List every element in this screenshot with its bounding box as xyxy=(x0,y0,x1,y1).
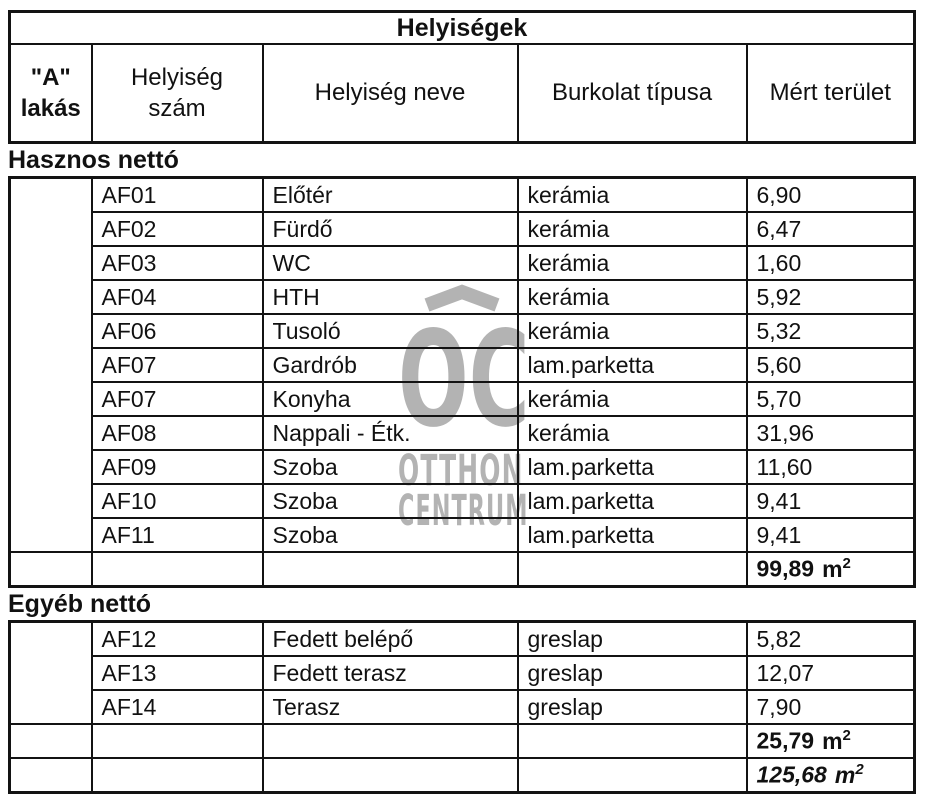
cell-area: 6,90 xyxy=(747,178,915,213)
cell-floor-type: lam.parketta xyxy=(518,348,747,382)
cell-floor-type: lam.parketta xyxy=(518,484,747,518)
total-value: 125,68 xyxy=(756,761,827,788)
table-row xyxy=(10,518,915,552)
cell-area: 12,07 xyxy=(747,656,915,690)
cell-room-number: AF11 xyxy=(92,518,263,552)
empty-cell xyxy=(10,552,92,587)
table-title: Helyiségek xyxy=(10,12,915,45)
table-row xyxy=(10,246,915,280)
total-superscript: 2 xyxy=(842,727,851,745)
cell-area: 5,82 xyxy=(747,622,915,657)
cell-room-number: AF08 xyxy=(92,416,263,450)
cell-floor-type: kerámia xyxy=(518,246,747,280)
total-value: 25,79 xyxy=(756,727,815,754)
cell-room-number: AF14 xyxy=(92,690,263,724)
watermark-monogram: OC xyxy=(398,304,530,458)
apartment-label-line2: lakás xyxy=(20,95,81,122)
cell-room-number: AF07 xyxy=(92,348,263,382)
section-label-hasznos-netto: Hasznos nettó xyxy=(8,146,179,174)
cell-room-name: Gardrób xyxy=(263,348,518,382)
cell-area: 1,60 xyxy=(747,246,915,280)
table-row xyxy=(10,450,915,484)
total-row xyxy=(10,552,915,587)
total-unit: m xyxy=(822,727,843,754)
column-header-apartment xyxy=(10,44,92,143)
cell-room-name: WC xyxy=(263,246,518,280)
table-row xyxy=(10,280,915,314)
apartment-column-spacer xyxy=(10,178,92,553)
cell-floor-type: greslap xyxy=(518,690,747,724)
cell-area: 31,96 xyxy=(747,416,915,450)
column-header-row xyxy=(10,44,915,143)
hasznos-netto-table xyxy=(8,176,916,588)
apartment-column-spacer xyxy=(10,622,92,725)
table-row xyxy=(10,212,915,246)
empty-cell xyxy=(92,552,263,587)
empty-cell xyxy=(10,724,92,758)
cell-area: 5,70 xyxy=(747,382,915,416)
table-row xyxy=(10,656,915,690)
cell-room-number: AF07 xyxy=(92,382,263,416)
cell-room-name: Tusoló xyxy=(263,314,518,348)
title-row xyxy=(10,12,915,45)
column-header-room-number xyxy=(92,44,263,143)
empty-cell xyxy=(92,758,263,793)
room-number-label-line1: Helyiség xyxy=(130,64,224,91)
cell-area: 5,32 xyxy=(747,314,915,348)
column-header-floor-type: Burkolat típusa xyxy=(518,44,747,143)
total-value: 99,89 xyxy=(756,555,815,582)
cell-room-number: AF09 xyxy=(92,450,263,484)
cell-area: 5,60 xyxy=(747,348,915,382)
grand-total-area xyxy=(747,758,915,793)
section-total-area xyxy=(747,552,915,587)
cell-room-number: AF06 xyxy=(92,314,263,348)
total-unit: m xyxy=(834,761,856,788)
table-row xyxy=(10,178,915,213)
cell-room-number: AF03 xyxy=(92,246,263,280)
watermark-line1: OTTHON xyxy=(398,445,524,497)
cell-floor-type: kerámia xyxy=(518,280,747,314)
cell-floor-type: lam.parketta xyxy=(518,450,747,484)
total-superscript: 2 xyxy=(842,555,851,573)
egyeb-netto-table xyxy=(8,620,916,794)
cell-floor-type: lam.parketta xyxy=(518,518,747,552)
cell-area: 6,47 xyxy=(747,212,915,246)
empty-cell xyxy=(263,724,518,758)
column-header-measured-area: Mért terület xyxy=(747,44,915,143)
empty-cell xyxy=(518,552,747,587)
total-row xyxy=(10,724,915,758)
cell-floor-type: greslap xyxy=(518,656,747,690)
total-unit: m xyxy=(822,555,843,582)
section-total-area xyxy=(747,724,915,758)
total-superscript: 2 xyxy=(855,761,864,779)
cell-floor-type: kerámia xyxy=(518,416,747,450)
cell-floor-type: kerámia xyxy=(518,314,747,348)
cell-floor-type: kerámia xyxy=(518,212,747,246)
apartment-label-line1: "A" xyxy=(30,64,71,91)
cell-room-number: AF01 xyxy=(92,178,263,213)
table-row xyxy=(10,416,915,450)
grand-total-row xyxy=(10,758,915,793)
empty-cell xyxy=(518,724,747,758)
empty-cell xyxy=(92,724,263,758)
table-row xyxy=(10,690,915,724)
cell-room-name: Fedett belépő xyxy=(263,622,518,657)
cell-room-name: Nappali - Étk. xyxy=(263,416,518,450)
cell-room-number: AF04 xyxy=(92,280,263,314)
table-row xyxy=(10,622,915,657)
cell-area: 9,41 xyxy=(747,484,915,518)
cell-room-name: Fedett terasz xyxy=(263,656,518,690)
cell-room-name: Fürdő xyxy=(263,212,518,246)
cell-room-name: Terasz xyxy=(263,690,518,724)
table-row xyxy=(10,348,915,382)
cell-floor-type: greslap xyxy=(518,622,747,657)
cell-room-number: AF02 xyxy=(92,212,263,246)
cell-room-name: Szoba xyxy=(263,450,518,484)
cell-floor-type: kerámia xyxy=(518,178,747,213)
cell-room-name: Szoba xyxy=(263,484,518,518)
table-row xyxy=(10,484,915,518)
cell-room-number: AF12 xyxy=(92,622,263,657)
table-row xyxy=(10,314,915,348)
cell-area: 7,90 xyxy=(747,690,915,724)
cell-room-name: HTH xyxy=(263,280,518,314)
empty-cell xyxy=(263,758,518,793)
cell-room-name: Konyha xyxy=(263,382,518,416)
column-header-room-name: Helyiség neve xyxy=(263,44,518,143)
table-row xyxy=(10,382,915,416)
section-label-egyeb-netto: Egyéb nettó xyxy=(8,590,152,618)
cell-room-number: AF13 xyxy=(92,656,263,690)
cell-area: 9,41 xyxy=(747,518,915,552)
rooms-header-table xyxy=(8,10,916,144)
cell-area: 11,60 xyxy=(747,450,915,484)
cell-room-name: Előtér xyxy=(263,178,518,213)
empty-cell xyxy=(10,758,92,793)
cell-room-number: AF10 xyxy=(92,484,263,518)
empty-cell xyxy=(263,552,518,587)
cell-room-name: Szoba xyxy=(263,518,518,552)
watermark-line2: CENTRUM xyxy=(398,486,529,537)
room-number-label-line2: szám xyxy=(148,95,206,122)
empty-cell xyxy=(518,758,747,793)
cell-area: 5,92 xyxy=(747,280,915,314)
cell-floor-type: kerámia xyxy=(518,382,747,416)
